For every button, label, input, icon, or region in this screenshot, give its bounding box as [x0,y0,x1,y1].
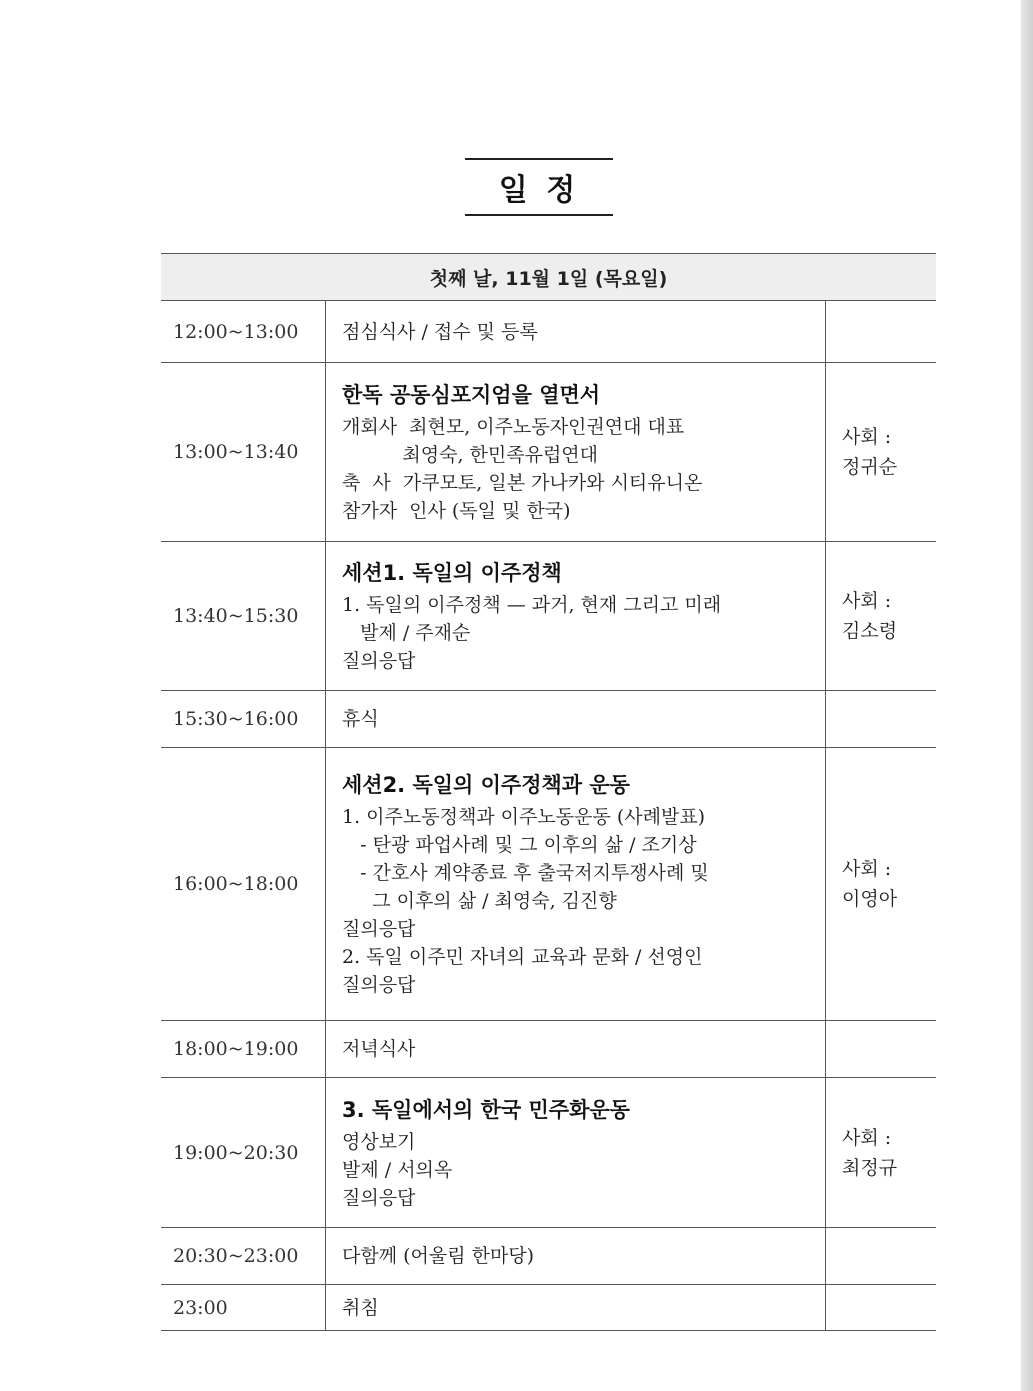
row-time: 13:40~15:30 [161,542,326,691]
schedule-title: 일 정 [498,173,580,208]
program-line: 1. 이주노동정책과 이주노동운동 (사례발표) [342,806,706,828]
program-line: 발제 / 서의옥 [342,1158,453,1181]
program-line: 2. 독일 이주민 자녀의 교육과 문화 / 선영인 [342,946,703,968]
row-time: 15:30~16:00 [161,691,326,748]
row-program [326,1285,826,1331]
session-title: 한독 공동심포지엄을 열면서 [342,383,601,407]
schedule-row [161,542,936,691]
session-title: 세션1. 독일의 이주정책 [342,561,562,585]
row-time: 13:00~13:40 [161,363,326,542]
schedule-row [161,1285,936,1331]
row-time: 23:00 [161,1285,326,1331]
row-time: 19:00~20:30 [161,1078,326,1228]
program-line: 질의응답 [342,1186,416,1209]
program-line: 다함께 (어울림 한마당) [342,1245,535,1267]
moderator-line: 이영아 [842,888,898,910]
program-line: 질의응답 [342,918,416,940]
schedule-row [161,748,936,1021]
row-program [326,542,826,691]
row-moderator [826,691,937,748]
schedule-row [161,691,936,748]
row-time: 20:30~23:00 [161,1228,326,1285]
program-line: 영상보기 [342,1130,416,1153]
row-program [326,1078,826,1228]
schedule-row [161,1228,936,1285]
session-title: 3. 독일에서의 한국 민주화운동 [342,1097,630,1122]
row-moderator [826,1228,937,1285]
row-program [326,1021,826,1078]
moderator-line: 사회 : [842,426,892,448]
program-line: - 간호사 계약종료 후 출국저지투쟁사례 및 [342,862,709,884]
moderator-line: 최정규 [842,1156,898,1179]
row-program [326,1228,826,1285]
day-header-row [161,254,936,301]
schedule-row [161,301,936,363]
moderator-line: 사회 : [842,590,892,612]
moderator-line: 사회 : [842,858,892,880]
row-program [326,301,826,363]
row-program [326,748,826,1021]
row-moderator [826,1021,937,1078]
program-line: 참가자 인사 (독일 및 한국) [342,500,571,522]
program-line: 1. 독일의 이주정책 — 과거, 현재 그리고 미래 [342,594,722,616]
schedule-table [161,253,936,1331]
program-line: 개회사 최현모, 이주노동자인권연대 대표 [342,416,685,438]
day-header: 첫째 날, 11월 1일 (목요일) [161,254,936,301]
program-line: - 탄광 파업사례 및 그 이후의 삶 / 조기상 [342,834,697,856]
page-edge-shadow [1021,0,1033,1391]
moderator-line: 정귀순 [842,456,898,478]
row-moderator [826,1285,937,1331]
row-moderator [826,363,937,542]
program-line: 저녁식사 [342,1038,416,1060]
program-line: 질의응답 [342,974,416,996]
program-line: 축 사 가쿠모토, 일본 가나카와 시티유니온 [342,472,703,494]
program-line: 발제 / 주재순 [342,622,471,644]
program-line: 질의응답 [342,650,416,672]
row-moderator [826,542,937,691]
row-time: 12:00~13:00 [161,301,326,363]
row-program [326,691,826,748]
program-line: 점심식사 / 접수 및 등록 [342,320,538,343]
row-program [326,363,826,542]
row-time: 18:00~19:00 [161,1021,326,1078]
program-line: 취침 [342,1296,379,1319]
session-title: 세션2. 독일의 이주정책과 운동 [342,773,630,797]
program-line: 휴식 [342,708,379,730]
program-line: 그 이후의 삶 / 최영숙, 김진향 [342,890,617,912]
row-moderator [826,301,937,363]
schedule-row [161,1078,936,1228]
schedule-title-box [465,158,613,216]
moderator-line: 사회 : [842,1126,892,1149]
row-moderator [826,748,937,1021]
row-moderator [826,1078,937,1228]
schedule-row [161,363,936,542]
row-time: 16:00~18:00 [161,748,326,1021]
moderator-line: 김소령 [842,620,898,642]
schedule-row [161,1021,936,1078]
program-line: 최영숙, 한민족유럽연대 [342,444,599,466]
